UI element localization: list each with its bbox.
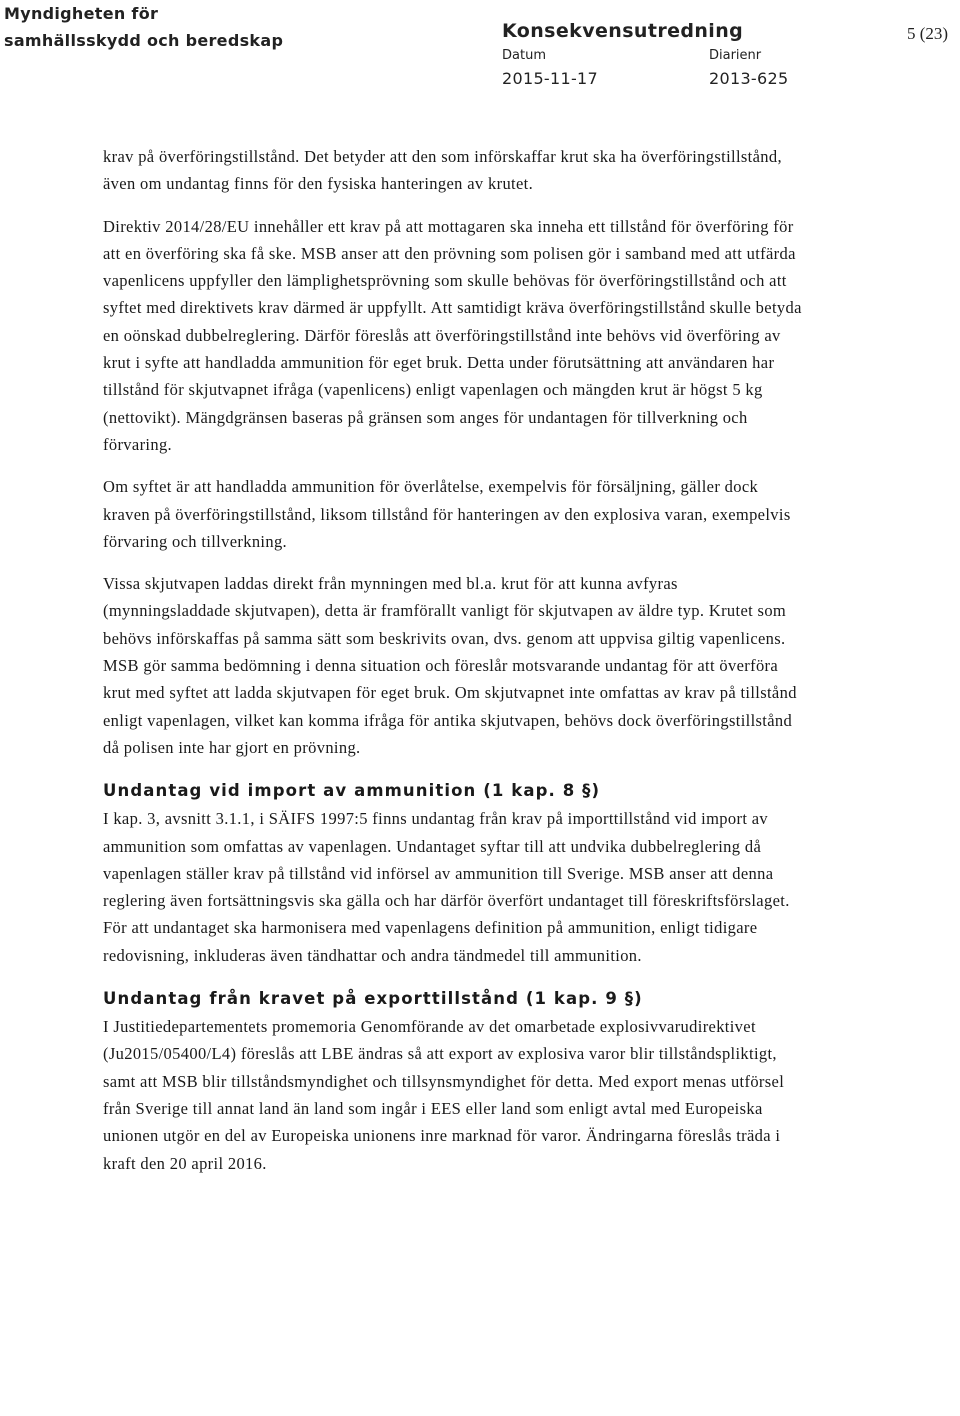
section-heading-import: Undantag vid import av ammunition (1 kap. 8 §) — [103, 781, 601, 801]
organization-name-line2: samhällsskydd och beredskap — [4, 31, 284, 50]
organization-name-line1: Myndigheten för — [4, 4, 159, 23]
paragraph: Direktiv 2014/28/EU innehåller ett krav på att mottagaren ska inneha ett tillstånd för överföring för att en överföring ska få ske. MSB anser att den prövning som polisen gör i samband med att utfärda vapenlicens uppfyller den lämplighetsprövning som skulle behövas för överföringstillstånd och att syftet med direktivets krav därmed är uppfyllt. Att samtidigt kräva överföringstillstånd skulle betyda en oönskad dubbelreglering. Därför föreslås att överföringstillstånd inte behövs vid överföring av krut i syfte att handladda ammunition för eget bruk. Detta under förutsättning att användaren har tillstånd för skjutvapnet ifråga (vapenlicens) enligt vapenlagen och mängden krut är högst 5 kg (nettovikt). Mängdgränsen baseras på gränsen som anges för undantagen för tillverkning och förvaring. — [103, 216, 802, 454]
page-header — [0, 0, 960, 100]
date-value: 2015-11-17 — [502, 69, 598, 88]
paragraph: I Justitiedepartementets promemoria Genomförande av det omarbetade explosivvarudirektivet (Ju2015/05400/L4) föreslås att LBE ändras så att export av explosiva varor blir tillståndspliktigt, samt att MSB blir tillståndsmyndighet och tillsynsmyndighet för detta. Med export menas utförsel från Sverige till annat land än land som ingår i EES eller land som enligt avtal med Europeiska unionen utgör en del av Europeiska unionens inre marknad för varor. Ändringarna föreslås träda i kraft den 20 april 2016. — [103, 1017, 785, 1173]
section-heading-export: Undantag från kravet på exporttillstånd (1 kap. 9 §) — [103, 989, 643, 1009]
paragraph: krav på överföringstillstånd. Det betyder att den som införskaffar krut ska ha överföringstillstånd, även om undantag finns för den fysiska hanteringen av krutet. — [103, 147, 782, 194]
document-body — [103, 143, 803, 1192]
paragraph: Vissa skjutvapen laddas direkt från mynningen med bl.a. krut för att kunna avfyras (mynningsladdade skjutvapen), detta är framförallt vanligt för skjutvapen av äldre typ. Krutet som behövs införskaffas på samma sätt som beskrivits ovan, dvs. genom att uppvisa giltig vapenlicens. MSB gör samma bedömning i denna situation och föreslår motsvarande undantag för att överföra krut med syftet att ladda skjutvapen för eget bruk. Om skjutvapnet inte omfattas av krav på tillstånd enligt vapenlagen, vilket kan komma ifråga för antika skjutvapen, behövs dock överföringstillstånd då polisen inte har gjort en prövning. — [103, 574, 797, 757]
page-number: 5 (23) — [907, 24, 949, 43]
registration-value: 2013-625 — [709, 69, 789, 88]
registration-label: Diarienr — [709, 48, 762, 63]
paragraph: I kap. 3, avsnitt 3.1.1, i SÄIFS 1997:5 finns undantag från krav på importtillstånd vid import av ammunition som omfattas av vapenlagen. Undantaget syftar till att undvika dubbelreglering då vapenlagen ställer krav på tillstånd vid införsel av ammunition till Sverige. MSB anser att denna reglering även fortsättningsvis ska gälla och har därför överfört undantaget till föreskriftsförslaget. För att undantaget ska harmonisera med vapenlagens definition på ammunition, enligt tidigare redovisning, inkluderas även tändhattar och andra tändmedel till ammunition. — [103, 809, 790, 965]
organization-name — [4, 0, 283, 54]
document-title: Konsekvensutredning — [502, 20, 744, 42]
paragraph: Om syftet är att handladda ammunition för överlåtelse, exempelvis för försäljning, gäller dock kraven på överföringstillstånd, liksom tillstånd för hanteringen av den explosiva varan, exempelvis förvaring och tillverkning. — [103, 477, 791, 551]
date-label: Datum — [502, 48, 546, 63]
